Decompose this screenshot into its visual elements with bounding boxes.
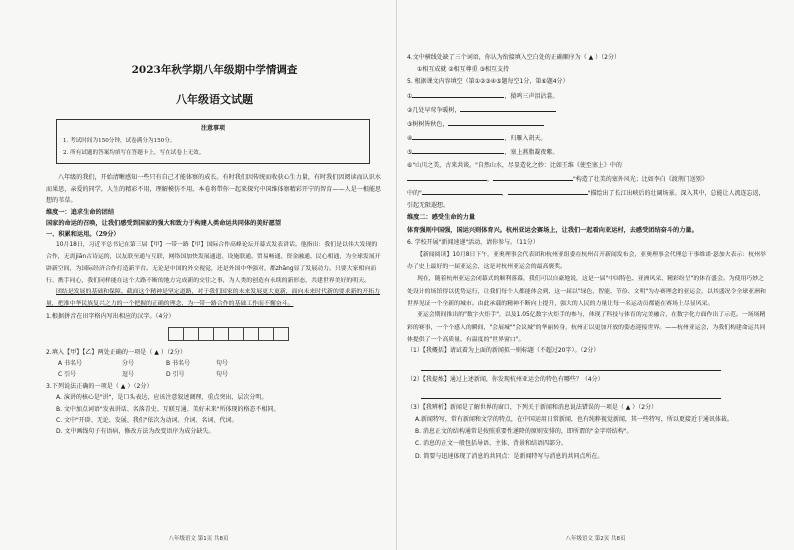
item-text: 中的" [407,190,422,198]
question-5-item-1 [407,89,768,103]
question-6-3-option-c: C. 消息的正文一般包括导语、主体、背景和结语四部分。 [415,440,568,448]
question-6-3: （3）【我辨析】新闻是了解世界的窗口，下列关于新闻和消息说法错误的一项是（ ▲ ）（2分） [407,403,658,411]
tianzige-box[interactable] [228,327,244,341]
question-5-item-4 [407,131,768,145]
question-4: 4.文中横线处缺了三个词语，你认为衔接填入空白处的正确顺序为（ ▲ ）（2分） [407,54,620,61]
option-text: D 引号 [166,371,185,379]
answer-blank[interactable] [407,172,487,181]
section-2-subtitle: 体育强则中国强，国运兴则体育兴。杭州亚运会赛场上，让我们一起看向亚运村，去感受团结奋斗的力量。 [407,226,698,234]
answer-blank[interactable] [493,172,573,181]
answer-line[interactable] [421,360,721,371]
item-text: ，归雁入胡天。 [504,135,547,143]
section-1-subtitle: 国家的命运的召唤，让我们感受到国家的强大和致力于构建人类命运共同体的美好愿望 [46,219,282,227]
question-1: 1.根据拼音在田字格内写出相应的汉字。（4分） [46,313,175,321]
question-5-item-6 [407,160,768,172]
answer-blank[interactable] [422,186,502,195]
question-6-2: （2）【我提炼】通过上述新闻，你发现杭州亚运会的特色有哪些？（4分） [407,375,604,383]
news-paragraph-1: 【新闻阅读】10月8日下午，亚奥理事会代表团和杭州亚组委在杭州召开新闻发布会，亚奥理事会代理总干事维诺·瑟加夫表示：杭州举办了史上最好的一届亚运会，这是对杭州亚运会的最高褒奖。 [407,252,766,271]
question-6-3-option-a: A.新闻特写，常有新闻和文学的特点，在中国运用日常新闻，也有纯粹视觉新闻，其一些特写，所以更接近于通讯体裁。 [415,416,733,424]
item-number: ① [407,92,413,100]
question-3-option-c: C. 文中"开辟、无论、发展、我们"依次为动词、介词、名词、代词。 [56,417,238,425]
item-text: "描绘出了长江出峡后的壮阔场景。深入其中，总能让人流连忘返，引起无限遐想。 [407,190,765,210]
exam-title: 2023年秋学期八年级期中学情调查 [131,64,298,76]
tianzige-box[interactable] [243,327,259,341]
option-text: 句号 [216,360,229,368]
page-footer-right: 八年级语文 第2页 共8页 [565,536,626,542]
option-text: 分号 [122,360,135,368]
question-6-3-option-d: D. 简要与迅速体现了消息的共同点：是新闻特写与消息的共同点所在。 [415,452,604,460]
question-5-item-3 [407,117,768,131]
question-5-item-6-cont2: 中的" ， "描绘出了长江出峡后的壮阔场景。深入其中，总能让人流连忘返，引起无限遐想。 [407,186,768,212]
reading-passage-underlined: 团结是发展的基础和保障。截面这个精神是坚定道路，对于我们国家的未来发展更大更新，面向未来时代新的要求新的开拓力量，把准中华民族复兴之力的一个把握的正确的理念，为一带一路合作的基础工作而不懈奋斗。 [46,289,380,308]
tianzige-grid[interactable] [168,327,383,341]
option-text: A 书名号 [58,360,83,368]
part-1-heading: 一、积累和运用。（29分） [46,230,120,238]
question-6-3-option-b: B. 消息正文的结构通常是按照重要性递降的原则安排的，即所谓的"金字塔结构"。 [415,428,633,436]
answer-blank[interactable] [412,89,504,98]
option-text: C 引号 [58,371,77,379]
notice-item-2: 2. 所有试题的答案均填写在答题卡上，写在试卷上无效。 [63,150,205,156]
exam-page-right [397,0,794,550]
notice-heading: 注意事项 [200,125,225,132]
item-text: ⑥"山川之美，古来共谈。"自然山水，尽显造化之妙：比如王维《使至塞上》中的 [407,161,622,169]
tianzige-box[interactable] [258,327,274,341]
answer-blank[interactable] [460,103,556,112]
question-4-options: ①相互成就 ②相互尊重 ③相互支持 [417,66,509,74]
answer-blank[interactable] [412,145,504,154]
answer-blank[interactable] [412,131,504,140]
question-6-1: （1）【我概括】请试着为上面的新闻拟一则标题（不超过20字）。（2分） [407,347,600,355]
question-6: 6. 学校开展"新闻速递"活动，请你参与。（11分） [407,238,539,246]
intro-paragraph: 八年级的我们，开始清晰感知一些只有自己才能体察的成长。有时我们因传统而收获心生力量，有时我们因阅读而认识水而果思，亲爱的同学，人生的精彩不用，理解模仿不用。本卷将带你一起来探究中国维体察精彩开宁的智育——人是一根能思想的苇草。 [46,174,382,205]
item-number: ⑤ [407,149,413,157]
tianzige-box[interactable] [183,327,199,341]
item-text: ，塞上燕脂凝夜紫。 [504,149,559,157]
item-text: ②几处早莺争暖树， [407,106,461,114]
question-3-option-d: D. 文中画线句子有语病，修改方法为改变语序为成分缺失。 [56,428,215,436]
item-text: "构造了壮美的塞外风光；比如李白《渡荆门送别》 [573,175,708,183]
question-2: 2.填入【甲】【乙】两处正确的一项是（ ▲ ）（2分） [46,348,187,356]
tianzige-box[interactable] [273,327,289,341]
question-3: 3.下列说法正确的一项是（ ▲ ）（2分） [46,382,153,390]
answer-line[interactable] [421,388,721,399]
tianzige-box[interactable] [213,327,229,341]
section-1-heading: 维度一：追求生命的团结 [46,208,115,216]
question-3-option-b: B. 文中加点词语"发表讲话、名落青史、互联互通、美好未来"所体现的格态不相同。 [56,405,280,413]
tianzige-box[interactable] [198,327,214,341]
notice-item-1: 1. 考试时间为150分钟，试卷满分为150分。 [63,138,176,144]
option-text: B 书名号 [166,360,191,368]
news-paragraph-3: 亚运会期间推出的"数字火炬手"，以及1.05亿数字火炬手的参与，体现了科技与体育的完美融合，在数字化方面作出了示范。一场场精彩的赛事，一个个感人的瞬间，"会展城""会议城"的华丽转身，杭州正以更加开放的姿态迎接世界。——杭州亚运会，为我们构建命运共同体提供了一个高质量、有温度的"世界窗口"。 [407,312,766,343]
page-footer-left: 八年级语文 第1页 共8页 [168,536,229,542]
notice-box [56,119,370,164]
answer-blank[interactable] [448,117,544,126]
option-text: 句号 [216,371,229,379]
answer-blank[interactable] [508,186,588,195]
reading-passage: 10月18日，习近平总书记在第三届【甲】一带一路【甲】国际合作高峰论坛开幕式发表讲话。他指出：我们是以伟大发现的合作，无需jiān古诗运的，以友联至通与互联，网络国加快发展通道、设施联通、贸易畅通、资金融通、民心相通，为全球发展开辟新空间，为国际经济合作打造新平台。无论是中国的外交视觉，还是外国中华强对，都zhāng显了发展动力。只要大家相向而行、携手同心，我们同样能在这个大路不断的地方完成新的交往之事，为人类的创造有永续的新形态，共建世界美好的明天。 [46,241,381,284]
option-text: 逗号 [122,371,135,379]
item-text: ③树树皆秋色， [407,121,449,129]
question-3-option-a: A. 演讲的核心是"讲"，是口头表达，应该注意叙述调理、重点突出、层次分明。 [56,394,268,402]
tianzige-box[interactable] [168,327,184,341]
question-5-item-6-cont: ， "构造了壮美的塞外风光；比如李白《渡荆门送别》 [407,172,768,186]
item-number: ④ [407,135,413,143]
news-paragraph-2: 现在，随着杭州亚运会闭幕式的顺利落幕，我们可以自豪地说，这是一届"中国特色、亚洲风采、精彩纷呈"的体育盛会。为使用巧妙之处设计的场馆得以优势运行，让我们每个人都能体会到，这一届以"绿色、智能、节俭、文明"为办赛理念的亚运会，以其盛况令全球亚洲和世界见证一个全新的城市。由此承载的精神不断向上提升，强大的人民的力量让每一名运动员都能在赛场上尽显风采。 [407,276,766,307]
exam-subtitle: 八年级语文试题 [176,93,253,106]
question-5-item-5 [407,145,768,159]
question-5: 5. 根据课文内容填空（第①②③④⑤题每空1分，第⑥题4分） [407,78,569,86]
question-2-options [46,358,383,381]
question-5-item-2 [407,103,768,117]
item-text: ，猿鸣三声泪沾裳。 [504,92,559,100]
section-2-heading: 维度二：感受生命的力量 [407,214,476,222]
